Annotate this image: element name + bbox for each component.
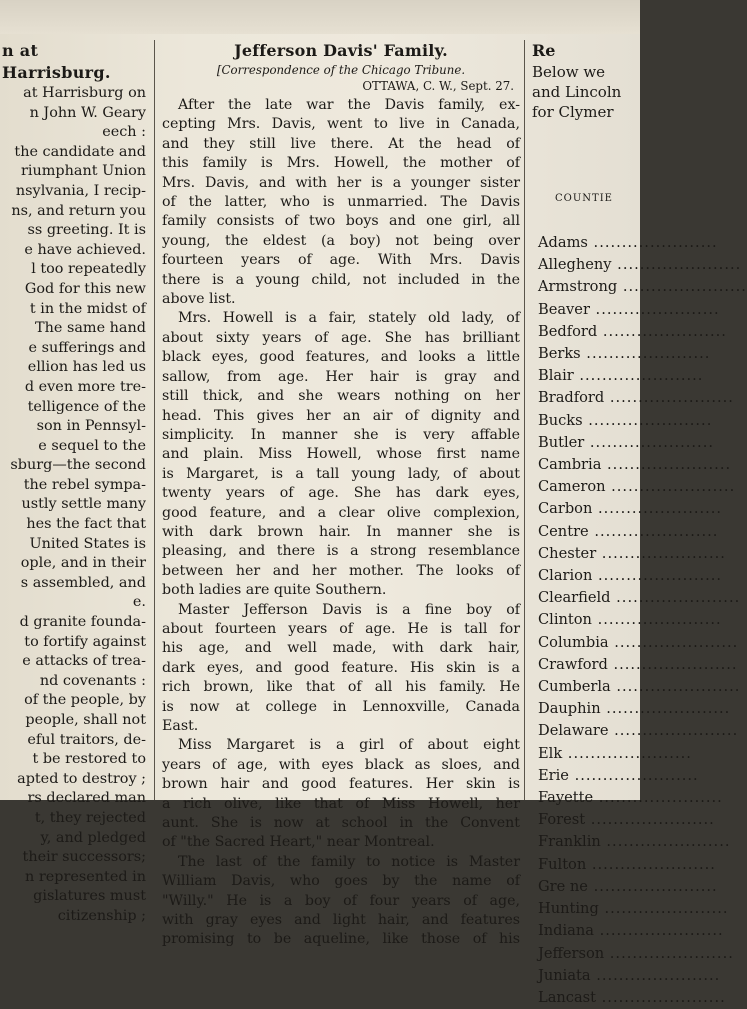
- column-rule-left: [154, 40, 155, 800]
- county-name: Butler .....: [528, 432, 640, 454]
- county-list: [528, 232, 640, 1009]
- county-name: Jefferson .....: [528, 943, 640, 965]
- left-column-line: eech :: [102, 124, 146, 141]
- county-name: Cumberla .....: [528, 676, 640, 698]
- left-column-line: to fortify against: [24, 633, 146, 650]
- left-column-line: e sufferings and: [28, 339, 146, 356]
- article-line: this family is Mrs. Howell, the mother of: [162, 155, 520, 172]
- left-column-line: e.: [132, 594, 146, 611]
- left-column-line: the rebel sympa-: [23, 476, 146, 493]
- article-dateline: OTTAWA, C. W., Sept. 27.: [362, 79, 514, 93]
- left-column-line: citizenship ;: [57, 907, 146, 924]
- county-name: Crawford .....: [528, 654, 640, 676]
- article-line: a rich olive, like that of Miss Howell, her: [162, 795, 520, 812]
- left-column-line: apted to destroy ;: [17, 770, 146, 787]
- article-line: still thick, and she wears nothing on her: [162, 388, 520, 405]
- article-title: Jefferson Davis' Family.: [234, 41, 448, 60]
- page-top-edge: [0, 0, 640, 34]
- article-line: and they still live there. At the head of: [162, 135, 520, 152]
- left-column-line: The same hand: [35, 320, 146, 337]
- left-column-heading: n at Harrisburg.: [2, 41, 111, 82]
- article-line: Mrs. Howell is a fair, stately old lady, of: [178, 310, 520, 327]
- article-line: about sixty years of age. She has brilliant: [162, 329, 520, 346]
- article-line: Master Jefferson Davis is a fine boy of: [178, 601, 520, 618]
- county-name: Clearfield .....: [528, 587, 640, 609]
- county-name: Armstrong .....: [528, 276, 640, 298]
- left-column-line: hes the fact that: [26, 516, 146, 533]
- left-column-line: n represented in: [25, 868, 146, 885]
- county-name: Adams .....: [528, 232, 640, 254]
- county-name: Elk .....: [528, 743, 640, 765]
- right-column-text: [528, 62, 640, 122]
- county-name: Centre .....: [528, 521, 640, 543]
- county-name: Carbon .....: [528, 498, 640, 520]
- right-column-heading: Re: [532, 41, 556, 60]
- left-column-line: ss greeting. It is: [27, 222, 146, 239]
- county-name: Bedford .....: [528, 321, 640, 343]
- county-name: Franklin .....: [528, 831, 640, 853]
- article-line: East.: [162, 718, 199, 734]
- article-line: brown hair and good features. Her skin is: [162, 776, 520, 793]
- county-name: Bucks .....: [528, 410, 640, 432]
- county-name: Gre ne .....: [528, 876, 640, 898]
- county-name: Erie .....: [528, 765, 640, 787]
- left-column-line: ople, and in their: [20, 555, 146, 572]
- county-name: Fayette .....: [528, 787, 640, 809]
- left-column-line: l too repeatedly: [31, 261, 146, 278]
- article-column: [160, 40, 522, 948]
- article-line: After the late war the Davis family, ex-: [178, 97, 520, 113]
- article-line: between her and her mother. The looks of: [162, 562, 520, 579]
- article-line: and plain. Miss Howell, whose first name: [162, 446, 520, 463]
- article-paragraph: [160, 736, 522, 852]
- article-line: simplicity. In manner she is very affable: [162, 426, 520, 443]
- county-name: Hunting .....: [528, 898, 640, 920]
- article-line: cepting Mrs. Davis, went to live in Canada,: [162, 116, 520, 133]
- left-column-line: e attacks of trea-: [22, 653, 146, 670]
- article-line: about fourteen years of age. He is tall for: [162, 620, 520, 637]
- left-column-line: sburg—the second: [10, 457, 146, 474]
- right-column-line: and Lincoln: [532, 83, 622, 101]
- county-name: Juniata .....: [528, 965, 640, 987]
- county-name: Cameron .....: [528, 476, 640, 498]
- left-column-line: d granite founda-: [19, 614, 146, 631]
- left-column-line: God for this new: [24, 280, 146, 297]
- county-name: Allegheny .....: [528, 254, 640, 276]
- left-column-line: riumphant Union: [20, 163, 146, 180]
- left-column-line: e sequel to the: [38, 437, 146, 454]
- article-line: is now at college in Lennoxville, Canada: [162, 698, 520, 715]
- article-correspondence: [Correspondence of the Chicago Tribune.: [216, 63, 466, 77]
- county-name: Bradford .....: [528, 387, 640, 409]
- article-line: Miss Margaret is a girl of about eight: [178, 737, 520, 754]
- county-name: Beaver .....: [528, 299, 640, 321]
- article-line: promising to be aqueline, like those of his: [162, 931, 520, 948]
- left-column-line: n John W. Geary: [29, 104, 146, 121]
- left-column-line: rs declared man: [27, 790, 146, 807]
- article-line: aunt. She is now at school in the Convent: [162, 815, 520, 832]
- county-name: Chester .....: [528, 543, 640, 565]
- left-column-line: their successors;: [22, 849, 146, 866]
- county-name: Berks .....: [528, 343, 640, 365]
- left-column-line: telligence of the: [27, 398, 146, 415]
- left-column-line: nsylvania, I recip-: [15, 182, 146, 199]
- left-column-line: s assembled, and: [20, 574, 146, 591]
- article-line: pleasing, and there is a strong resemblance: [162, 543, 520, 560]
- county-name: Columbia .....: [528, 632, 640, 654]
- left-column-line: nd covenants :: [39, 672, 146, 689]
- left-column-line: gislatures must: [33, 888, 146, 905]
- left-column-line: people, shall not: [25, 712, 146, 728]
- left-column-line: son in Pennsyl-: [36, 418, 146, 435]
- county-name: Dauphin .....: [528, 698, 640, 720]
- article-line: above list.: [162, 291, 236, 308]
- article-line: of the latter, who is unmarried. The Davis: [162, 194, 520, 211]
- left-column-text: [0, 84, 150, 927]
- left-column-line: of the people, by: [24, 692, 146, 709]
- right-column-line: for Clymer: [532, 103, 614, 121]
- article-line: there is a young child, not included in the: [162, 271, 520, 288]
- article-line: black eyes, good features, and looks a little: [162, 349, 520, 366]
- left-column: [0, 40, 150, 924]
- article-line: with gray eyes and light hair, and features: [162, 912, 520, 929]
- county-name: Forest .....: [528, 809, 640, 831]
- left-column-line: y, and pledged: [40, 829, 146, 846]
- article-line: good feature, and a clear olive complexion,: [162, 504, 520, 521]
- county-name: Cambria .....: [528, 454, 640, 476]
- left-column-line: t in the midst of: [29, 300, 146, 317]
- left-column-line: e have achieved.: [24, 241, 146, 258]
- article-line: head. This gives her an air of dignity and: [162, 407, 520, 424]
- county-name: Delaware .....: [528, 720, 640, 742]
- article-paragraph: [160, 853, 522, 950]
- counties-header: COUNTIE: [555, 193, 613, 204]
- article-line: rich brown, like that of all his family. He: [162, 679, 520, 696]
- county-name: Clarion .....: [528, 565, 640, 587]
- article-line: "Willy." He is a boy of four years of age,: [162, 892, 520, 909]
- article-paragraph: [160, 601, 522, 737]
- article-line: The last of the family to notice is Master: [178, 853, 520, 870]
- article-line: with dark brown hair. In manner she is: [162, 523, 520, 540]
- left-column-line: t be restored to: [32, 751, 146, 768]
- article-body: [160, 96, 522, 950]
- county-name: Blair .....: [528, 365, 640, 387]
- county-name: Lancast .....: [528, 987, 640, 1009]
- article-paragraph: [160, 96, 522, 309]
- article-line: fourteen years of age. With Mrs. Davis: [162, 252, 520, 269]
- right-column: [528, 40, 640, 1006]
- article-line: young, the eldest (a boy) not being over: [162, 232, 520, 249]
- left-column-line: at Harrisburg on: [23, 85, 146, 101]
- article-line: family consists of two boys and one girl, all: [162, 213, 520, 230]
- left-column-line: the candidate and: [14, 143, 146, 160]
- article-line: William Davis, who goes by the name of: [162, 873, 520, 890]
- article-line: his age, and well made, with dark hair,: [162, 640, 520, 657]
- article-line: twenty years of age. She has dark eyes,: [162, 485, 520, 502]
- article-line: of "the Sacred Heart," near Montreal.: [162, 834, 435, 851]
- article-line: sallow, from age. Her hair is gray and: [162, 368, 520, 385]
- left-column-line: ustly settle many: [21, 496, 146, 513]
- left-column-line: ns, and return you: [11, 202, 146, 219]
- column-rule-right: [524, 40, 525, 800]
- article-line: is Margaret, is a tall young lady, of about: [162, 465, 520, 482]
- article-line: years of age, with eyes black as sloes, and: [162, 756, 520, 773]
- left-column-line: ellion has led us: [27, 359, 146, 376]
- county-name: Fulton .....: [528, 854, 640, 876]
- right-column-line: Below we: [532, 63, 606, 81]
- left-column-line: t, they rejected: [34, 809, 146, 826]
- article-line: dark eyes, and good feature. His skin is a: [162, 659, 520, 676]
- left-column-line: United States is: [29, 535, 146, 552]
- left-column-line: d even more tre-: [24, 378, 146, 395]
- county-name: Clinton .....: [528, 609, 640, 631]
- left-column-line: eful traitors, de-: [27, 731, 146, 748]
- article-line: Mrs. Davis, and with her is a younger sister: [162, 174, 520, 191]
- article-line: both ladies are quite Southern.: [162, 582, 387, 599]
- county-name: Indiana .....: [528, 920, 640, 942]
- article-paragraph: [160, 309, 522, 600]
